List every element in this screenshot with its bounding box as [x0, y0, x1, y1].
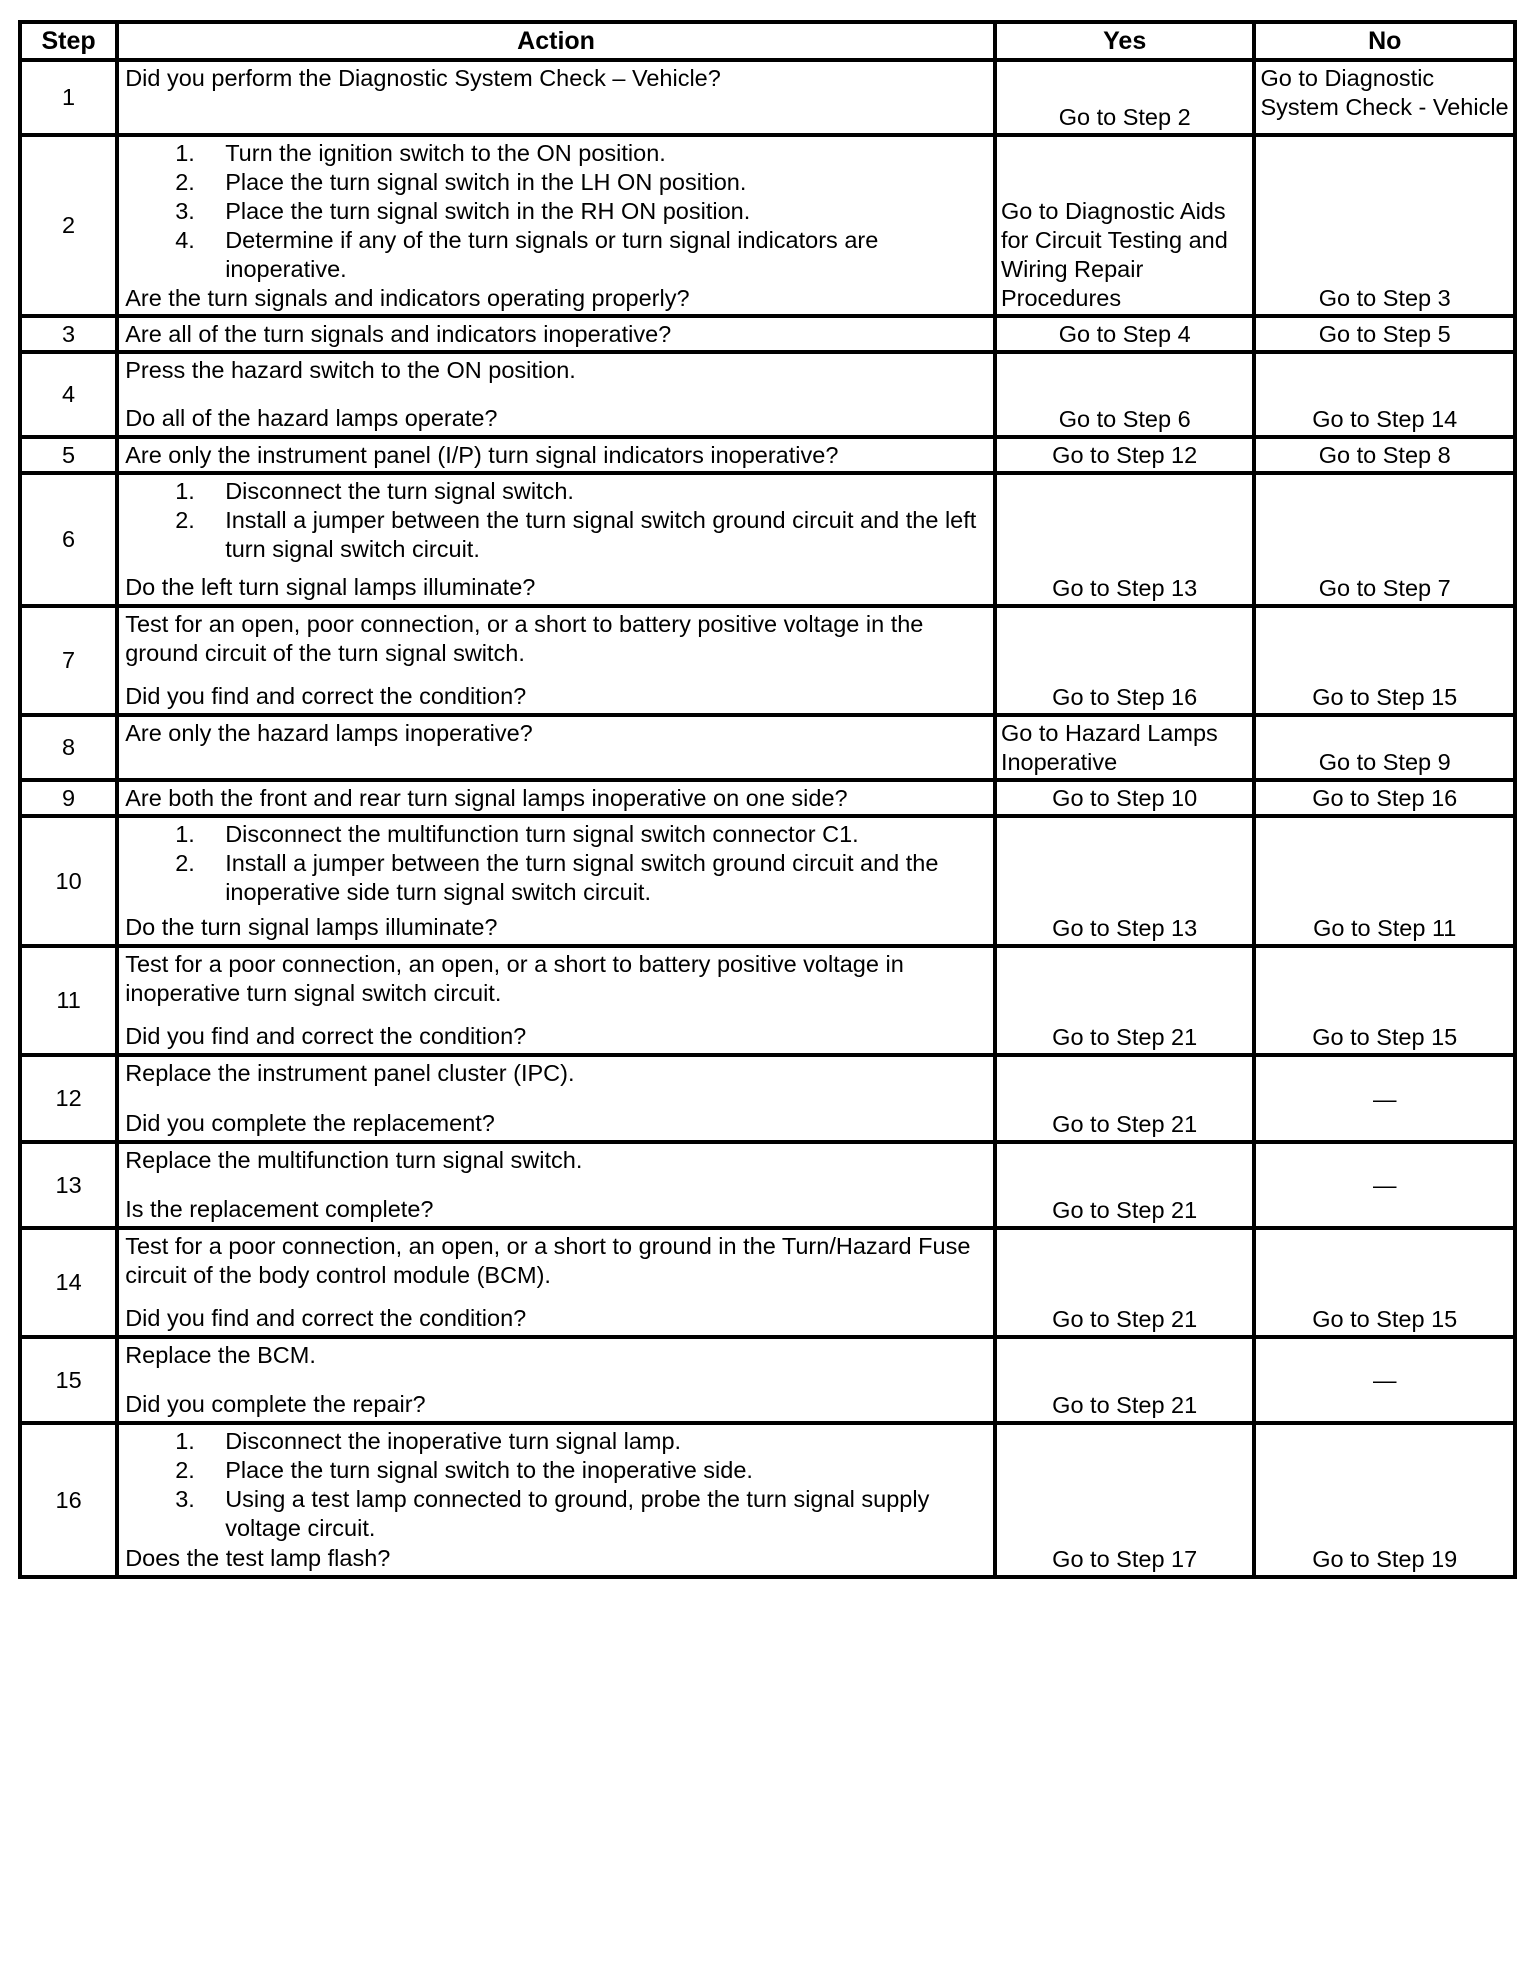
action-text: Test for an open, poor connection, or a short to battery positive voltage in the ground circuit of the turn signal switch.	[125, 611, 924, 666]
step-number: 10	[20, 816, 117, 946]
action-content	[125, 820, 987, 942]
action-cell	[117, 352, 995, 437]
action-content	[125, 477, 987, 602]
action-body	[125, 1341, 987, 1370]
procedure-list	[125, 477, 987, 564]
no-cell: Go to Step 15	[1254, 1228, 1515, 1337]
header-no: No	[1254, 22, 1515, 60]
action-body	[125, 1059, 987, 1088]
action-cell	[117, 606, 995, 715]
procedure-step-text: Place the turn signal switch in the LH ON position.	[225, 169, 747, 195]
yes-cell: Go to Diagnostic Aids for Circuit Testing and Wiring Repair Procedures	[995, 135, 1255, 316]
action-content	[125, 719, 987, 768]
procedure-step	[125, 1485, 987, 1543]
yes-cell: Go to Step 4	[995, 316, 1255, 352]
table-row	[20, 816, 1515, 946]
action-content	[125, 1341, 987, 1419]
action-question: Did you complete the replacement?	[125, 1110, 495, 1136]
procedure-step-text: Disconnect the multifunction turn signal switch connector C1.	[225, 821, 859, 847]
table-row	[20, 1423, 1515, 1577]
no-cell: Go to Step 16	[1254, 780, 1515, 816]
table-row	[20, 946, 1515, 1055]
no-cell: Go to Step 8	[1254, 437, 1515, 473]
action-body	[125, 1427, 987, 1543]
procedure-step-number: 2.	[175, 850, 195, 876]
action-question: Are both the front and rear turn signal lamps inoperative on one side?	[125, 785, 848, 811]
procedure-step-number: 3.	[175, 198, 195, 224]
table-row	[20, 352, 1515, 437]
action-question: Did you find and correct the condition?	[125, 683, 527, 709]
procedure-step	[125, 1427, 987, 1456]
action-body	[125, 950, 987, 1008]
header-step: Step	[20, 22, 117, 60]
action-cell	[117, 60, 995, 135]
action-question: Do all of the hazard lamps operate?	[125, 405, 498, 431]
action-content	[125, 610, 987, 711]
action-body	[125, 1146, 987, 1175]
step-number: 11	[20, 946, 117, 1055]
action-body	[125, 610, 987, 668]
step-number: 5	[20, 437, 117, 473]
action-cell	[117, 437, 995, 473]
action-body	[125, 139, 987, 284]
yes-cell: Go to Step 10	[995, 780, 1255, 816]
yes-cell: Go to Step 12	[995, 437, 1255, 473]
no-cell: —	[1254, 1142, 1515, 1228]
header-yes: Yes	[995, 22, 1255, 60]
table-row	[20, 1337, 1515, 1423]
procedure-step-text: Determine if any of the turn signals or turn signal indicators are inoperative.	[225, 227, 879, 282]
no-cell: Go to Step 15	[1254, 606, 1515, 715]
procedure-step	[125, 477, 987, 506]
action-text: Replace the BCM.	[125, 1342, 316, 1368]
procedure-step	[125, 226, 987, 284]
yes-cell: Go to Step 16	[995, 606, 1255, 715]
table-row	[20, 316, 1515, 352]
procedure-step	[125, 197, 987, 226]
action-question: Are the turn signals and indicators operating properly?	[125, 285, 690, 311]
procedure-list	[125, 820, 987, 907]
no-cell: Go to Step 14	[1254, 352, 1515, 437]
action-question: Did you find and correct the condition?	[125, 1023, 527, 1049]
procedure-step-number: 1.	[175, 821, 195, 847]
yes-cell: Go to Step 21	[995, 1055, 1255, 1142]
action-cell	[117, 1055, 995, 1142]
procedure-step-text: Disconnect the inoperative turn signal lamp.	[225, 1428, 682, 1454]
step-number: 4	[20, 352, 117, 437]
procedure-step-text: Install a jumper between the turn signal switch ground circuit and the left turn signal switch circuit.	[225, 507, 977, 562]
procedure-step	[125, 1456, 987, 1485]
step-number: 2	[20, 135, 117, 316]
procedure-step-text: Place the turn signal switch in the RH ON position.	[225, 198, 751, 224]
action-text: Press the hazard switch to the ON position.	[125, 357, 576, 383]
procedure-step-text: Place the turn signal switch to the inoperative side.	[225, 1457, 753, 1483]
step-number: 12	[20, 1055, 117, 1142]
action-cell	[117, 1142, 995, 1228]
table-row	[20, 473, 1515, 606]
table-row	[20, 1055, 1515, 1142]
yes-cell: Go to Step 21	[995, 1142, 1255, 1228]
no-cell: Go to Step 11	[1254, 816, 1515, 946]
procedure-step-text: Install a jumper between the turn signal switch ground circuit and the inoperative side turn signal switch circuit.	[225, 850, 939, 905]
action-cell	[117, 1423, 995, 1577]
action-content	[125, 1146, 987, 1224]
action-content	[125, 1232, 987, 1333]
table-row	[20, 606, 1515, 715]
procedure-list	[125, 139, 987, 284]
table-row	[20, 1228, 1515, 1337]
action-cell	[117, 780, 995, 816]
action-question: Is the replacement complete?	[125, 1196, 434, 1222]
yes-cell: Go to Step 13	[995, 473, 1255, 606]
no-cell: Go to Step 7	[1254, 473, 1515, 606]
procedure-step-text: Using a test lamp connected to ground, probe the turn signal supply voltage circuit.	[225, 1486, 930, 1541]
action-content	[125, 1059, 987, 1138]
header-row	[20, 22, 1515, 60]
table-row	[20, 1142, 1515, 1228]
step-number: 14	[20, 1228, 117, 1337]
procedure-step	[125, 506, 987, 564]
yes-cell: Go to Step 2	[995, 60, 1255, 135]
diagnostic-table	[18, 20, 1517, 1579]
action-content	[125, 320, 987, 349]
action-cell	[117, 473, 995, 606]
action-body	[125, 820, 987, 907]
action-question: Did you complete the repair?	[125, 1391, 426, 1417]
action-body	[125, 64, 987, 93]
action-question: Did you find and correct the condition?	[125, 1305, 527, 1331]
action-text: Replace the instrument panel cluster (IPC).	[125, 1060, 575, 1086]
action-cell	[117, 1228, 995, 1337]
table-row	[20, 780, 1515, 816]
header-action: Action	[117, 22, 995, 60]
procedure-list	[125, 1427, 987, 1543]
procedure-step	[125, 168, 987, 197]
no-cell: —	[1254, 1337, 1515, 1423]
procedure-step	[125, 820, 987, 849]
action-cell	[117, 316, 995, 352]
yes-cell: Go to Step 13	[995, 816, 1255, 946]
action-body	[125, 719, 987, 748]
step-number: 7	[20, 606, 117, 715]
procedure-step-number: 3.	[175, 1486, 195, 1512]
no-cell: —	[1254, 1055, 1515, 1142]
step-number: 9	[20, 780, 117, 816]
action-body	[125, 356, 987, 385]
action-cell	[117, 946, 995, 1055]
action-text: Replace the multifunction turn signal switch.	[125, 1147, 583, 1173]
action-content	[125, 139, 987, 313]
action-question: Do the turn signal lamps illuminate?	[125, 914, 498, 940]
yes-cell: Go to Step 17	[995, 1423, 1255, 1577]
table-row	[20, 60, 1515, 135]
action-content	[125, 64, 987, 131]
no-cell: Go to Step 3	[1254, 135, 1515, 316]
yes-cell: Go to Step 21	[995, 946, 1255, 1055]
action-text: Did you perform the Diagnostic System Check – Vehicle?	[125, 65, 721, 91]
no-cell: Go to Step 15	[1254, 946, 1515, 1055]
table-row	[20, 135, 1515, 316]
action-text: Are only the hazard lamps inoperative?	[125, 720, 533, 746]
action-content	[125, 356, 987, 433]
step-number: 1	[20, 60, 117, 135]
yes-cell: Go to Step 6	[995, 352, 1255, 437]
yes-cell: Go to Hazard Lamps Inoperative	[995, 715, 1255, 780]
step-number: 13	[20, 1142, 117, 1228]
procedure-step-number: 2.	[175, 1457, 195, 1483]
action-content	[125, 1427, 987, 1573]
step-number: 16	[20, 1423, 117, 1577]
action-content	[125, 784, 987, 813]
action-body	[125, 1232, 987, 1290]
table-row	[20, 715, 1515, 780]
action-cell	[117, 135, 995, 316]
no-cell: Go to Diagnostic System Check - Vehicle	[1254, 60, 1515, 135]
procedure-step-number: 1.	[175, 1428, 195, 1454]
no-cell: Go to Step 19	[1254, 1423, 1515, 1577]
action-text: Test for a poor connection, an open, or a short to battery positive voltage in inoperative turn signal switch circuit.	[125, 951, 904, 1006]
procedure-step-number: 1.	[175, 478, 195, 504]
procedure-step-text: Turn the ignition switch to the ON position.	[225, 140, 666, 166]
step-number: 3	[20, 316, 117, 352]
action-text: Test for a poor connection, an open, or a short to ground in the Turn/Hazard Fuse circuit of the body control module (BCM).	[125, 1233, 971, 1288]
step-number: 6	[20, 473, 117, 606]
yes-cell: Go to Step 21	[995, 1337, 1255, 1423]
procedure-step-number: 2.	[175, 169, 195, 195]
procedure-step-number: 4.	[175, 227, 195, 253]
action-cell	[117, 1337, 995, 1423]
procedure-step	[125, 849, 987, 907]
action-cell	[117, 816, 995, 946]
action-question: Does the test lamp flash?	[125, 1545, 391, 1571]
action-body	[125, 477, 987, 564]
action-content	[125, 441, 987, 470]
step-number: 15	[20, 1337, 117, 1423]
no-cell: Go to Step 9	[1254, 715, 1515, 780]
procedure-step-number: 2.	[175, 507, 195, 533]
table-row	[20, 437, 1515, 473]
yes-cell: Go to Step 21	[995, 1228, 1255, 1337]
procedure-step-number: 1.	[175, 140, 195, 166]
step-number: 8	[20, 715, 117, 780]
procedure-step	[125, 139, 987, 168]
procedure-step-text: Disconnect the turn signal switch.	[225, 478, 574, 504]
action-cell	[117, 715, 995, 780]
action-question: Do the left turn signal lamps illuminate?	[125, 574, 536, 600]
action-question: Are only the instrument panel (I/P) turn signal indicators inoperative?	[125, 442, 839, 468]
action-question: Are all of the turn signals and indicators inoperative?	[125, 321, 672, 347]
no-cell: Go to Step 5	[1254, 316, 1515, 352]
action-content	[125, 950, 987, 1051]
